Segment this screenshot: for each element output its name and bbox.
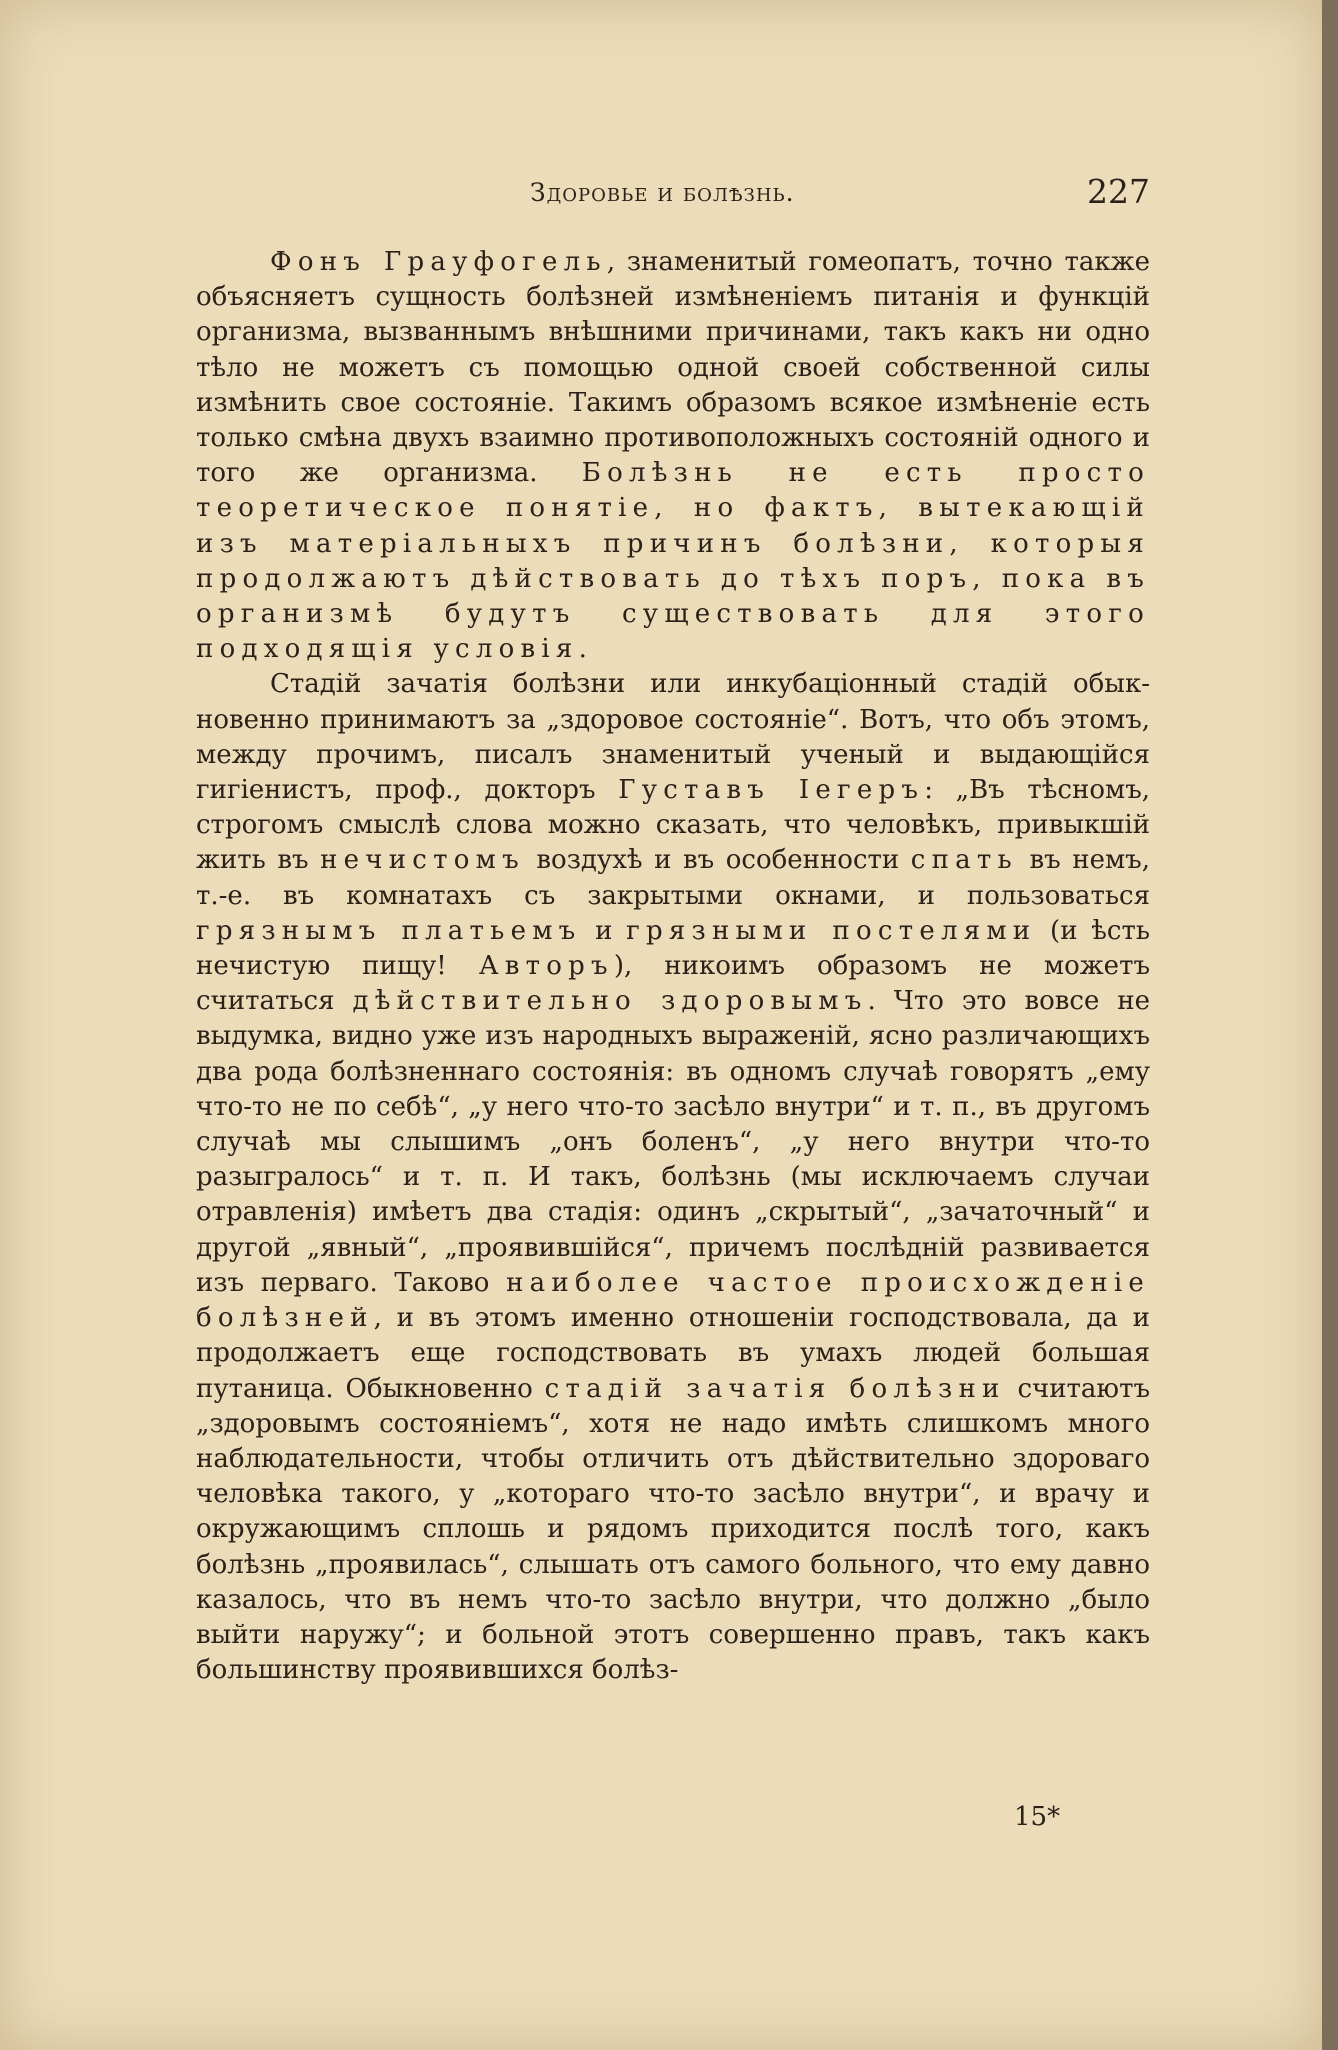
text-run: Стадій зачатія болѣзни или инкубаціонный стадій обыкновенно принимаютъ за „здоровое состояніе“. Вотъ, что объ этомъ, между прочимъ, писалъ знаменитый ученый и выдающійся гигіенистъ, проф., докторъ <box>196 669 1150 806</box>
text-run: воздухѣ и въ особенности <box>524 845 911 876</box>
text-run: въ немъ, т.-е. въ комнатахъ съ закрытыми окнами, и пользоваться <box>196 845 1150 911</box>
spaced-emphasis: грязнымъ платьемъ <box>196 915 582 946</box>
spaced-emphasis: Болѣзнь не есть просто теоретическое понятіе, но фактъ, вытекающій изъ матеріальныхъ причинъ болѣзни, которыя продолжаютъ дѣйствовать до тѣхъ поръ, пока въ организмѣ будутъ существовать для этого подходящія условія. <box>196 458 1150 665</box>
spaced-emphasis: нечистомъ <box>320 845 525 876</box>
text-run: (и ѣсть нечистую пищу! <box>196 915 1150 982</box>
text-run: , и въ этомъ именно отношеніи господствовала, да и продолжаетъ еще господствовать въ умахъ людей большая путаница. Обыкновенно <box>196 1303 1150 1404</box>
paragraph <box>196 245 1150 667</box>
spaced-emphasis: дѣйствительно здоровымъ <box>352 986 868 1017</box>
text-run: : „Въ тѣсномъ, строгомъ смыслѣ слова можно сказать, что человѣкъ, привыкшій жить въ <box>196 775 1150 876</box>
spaced-name: Густавъ Іегеръ <box>618 775 925 806</box>
spaced-name: Фонъ Грауфогель <box>270 247 607 277</box>
page-edge <box>1322 0 1338 2050</box>
page-number: 227 <box>1087 172 1150 211</box>
spaced-emphasis: стадій зачатія болѣзни <box>544 1373 1006 1404</box>
text-run: считаютъ „здоровымъ состояніемъ“, хотя не надо имѣть слишкомъ много наблюдательности, чтобы отличить отъ дѣйствительно здороваго человѣка такого, у „котораго что-то засѣло внутри“, и врачу и окружающимъ сплошь и рядомъ приходится послѣ того, какъ болѣзнь „проявилась“, слышать отъ самого больного, что ему давно казалось, что въ немъ что-то засѣло внутри, что должно „было выйти наружу“; и больной этотъ совершенно правъ, такъ какъ большинству проявившихся болѣз- <box>196 1373 1150 1686</box>
spaced-emphasis: грязными постелями <box>626 915 1037 946</box>
signature-mark: 15* <box>1014 1802 1061 1832</box>
page-header <box>196 172 1150 222</box>
text-run: и <box>581 915 627 946</box>
running-title: Здоровье и болѣзнь. <box>530 178 795 207</box>
spaced-emphasis: наиболее частое происхожденіе болѣзней <box>196 1267 1150 1334</box>
text-run: ), никоимъ образомъ не можетъ считаться <box>196 951 1150 1017</box>
paragraph <box>196 667 1150 1688</box>
spaced-emphasis: Авторъ <box>478 951 614 982</box>
spaced-emphasis: спать <box>910 845 1018 876</box>
body-text <box>196 245 1150 1688</box>
text-run: . Что это вовсе не выдумка, видно уже изъ народныхъ выраженій, ясно различающихъ два рода болѣзненнаго состоянія: въ одномъ случаѣ говорятъ „ему что-то не по себѣ“, „у него что-то засѣло внутри“ и т. п., въ другомъ случаѣ мы слышимъ „онъ боленъ“, „у него внутри что-то разыгралось“ и т. п. И такъ, болѣзнь (мы исключаемъ случаи отравленія) имѣетъ два стадія: одинъ „скрытый“, „зачаточный“ и другой „явный“, „проявившійся“, причемъ послѣдній развивается изъ перваго. Таково <box>196 986 1151 1298</box>
text-run: , знаменитый гомеопатъ, точно также объясняетъ сущность болѣзней измѣненіемъ питанія и функцій организма, вызваннымъ внѣшними причинами, такъ какъ ни одно тѣло не можетъ съ помощью одной своей собственной силы измѣнить свое состояніе. Такимъ образомъ всякое измѣненіе есть только смѣна двухъ взаимно противоположныхъ состояній одного и того же организма. <box>196 247 1150 489</box>
